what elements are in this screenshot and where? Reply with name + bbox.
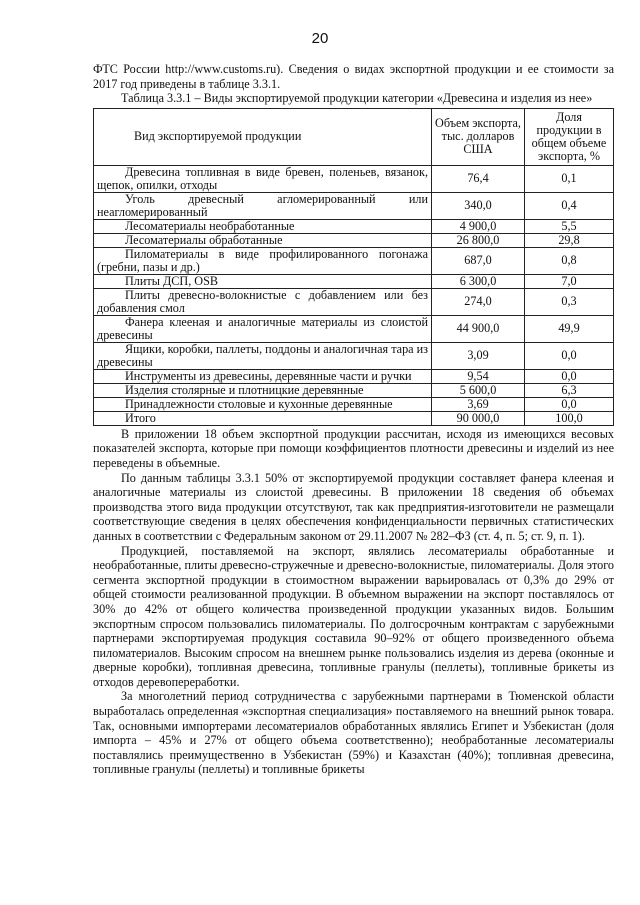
header-export-share: Доля продукции в общем объеме экспорта, % [525, 108, 614, 165]
table-row [94, 342, 614, 369]
volume-cell: 3,69 [432, 397, 525, 411]
volume-cell: 6 300,0 [432, 274, 525, 288]
table-total-row [94, 411, 614, 425]
volume-cell: 76,4 [432, 165, 525, 192]
intro-paragraph: ФТС России http://www.customs.ru). Сведения о видах экспортной продукции и ее стоимости за 2017 год приведены в таблице 3.3.1. [93, 62, 614, 91]
product-name-cell: Древесина топливная в виде бревен, поленьев, вязанок, щепок, опилки, отходы [94, 165, 432, 192]
share-cell: 5,5 [525, 219, 614, 233]
volume-cell: 687,0 [432, 247, 525, 274]
table-row [94, 192, 614, 219]
table-caption: Таблица 3.3.1 – Виды экспортируемой продукции категории «Древесина и изделия из нее» [121, 91, 593, 106]
table-row [94, 219, 614, 233]
product-name-cell: Ящики, коробки, паллеты, поддоны и аналогичная тара из древесины [94, 342, 432, 369]
header-product-type: Вид экспортируемой продукции [94, 108, 432, 165]
product-name-cell: Инструменты из древесины, деревянные части и ручки [94, 369, 432, 383]
total-label-cell: Итого [94, 411, 432, 425]
product-name-cell: Лесоматериалы обработанные [94, 233, 432, 247]
volume-cell: 4 900,0 [432, 219, 525, 233]
product-name-cell: Лесоматериалы необработанные [94, 219, 432, 233]
product-name-cell: Фанера клееная и аналогичные материалы из слоистой древесины [94, 315, 432, 342]
volume-cell: 44 900,0 [432, 315, 525, 342]
share-cell: 29,8 [525, 233, 614, 247]
share-cell: 0,4 [525, 192, 614, 219]
export-products-table [93, 108, 614, 426]
share-cell: 0,8 [525, 247, 614, 274]
product-name-cell: Пиломатериалы в виде профилированного погонажа (гребни, пазы и др.) [94, 247, 432, 274]
share-cell: 6,3 [525, 383, 614, 397]
product-name-cell: Изделия столярные и плотницкие деревянные [94, 383, 432, 397]
share-cell: 0,0 [525, 369, 614, 383]
share-cell: 0,0 [525, 342, 614, 369]
table-row [94, 369, 614, 383]
volume-cell: 5 600,0 [432, 383, 525, 397]
product-name-cell: Плиты ДСП, OSB [94, 274, 432, 288]
table-row [94, 315, 614, 342]
table-row [94, 397, 614, 411]
table-row [94, 274, 614, 288]
body-paragraph: Продукцией, поставляемой на экспорт, являлись лесоматериалы обработанные и необработанные, плиты древесно-стружечные и древесно-волокнистые, пиломатериалы. Доля этого сегмента экспортной продукции в стоимостном выражении варьировалась от 0,3% до 29% от общей стоимости реализованной продукции. В объемном выражении на экспорт поставлялось от 30% до 42% от общего количества произведенной продукции указанных видов. Большим экспортным спросом пользовались пиломатериалы. По долгосрочным контрактам с зарубежными партнерами экспортируемая продукция составила 90–92% от общего произведенного объема пиломатериалов. Высоким спросом на внешнем рынке пользовались изделия из дерева (оконные и дверные коробки), топливная древесина, топливные гранулы (пеллеты), топливные брикеты из отходов деревопереработки. [93, 543, 614, 689]
body-paragraph: По данным таблицы 3.3.1 50% от экспортируемой продукции составляет фанера клееная и аналогичные материалы из слоистой древесины. В приложении 18 сведения об объемах производства этого вида продукции отсутствуют, так как предприятия-изготовители не размещали соответствующие сведения в целях обеспечения конфиденциальности первичных статистических данных в соответствии с Федеральным законом от 29.11.2007 № 282–ФЗ (ст. 4, п. 5; ст. 9, п. 1). [93, 470, 614, 543]
volume-cell: 274,0 [432, 288, 525, 315]
volume-cell: 340,0 [432, 192, 525, 219]
table-row [94, 383, 614, 397]
total-volume-cell: 90 000,0 [432, 411, 525, 425]
table-row [94, 247, 614, 274]
product-name-cell: Принадлежности столовые и кухонные деревянные [94, 397, 432, 411]
body-paragraph: За многолетний период сотрудничества с зарубежными партнерами в Тюменской области выработалась определенная «экспортная специализация» поставляемого на внешний рынок товара. Так, основными импортерами лесоматериалов обработанных являлись Египет и Узбекистан (доля импорта – 45% и 27% от общего объема соответственно); необработанные лесоматериалы поставлялись преимущественно в Узбекистан (59%) и Казахстан (40%); топливная древесина, топливные гранулы (пеллеты) и топливные брикеты [93, 689, 614, 777]
volume-cell: 9,54 [432, 369, 525, 383]
volume-cell: 3,09 [432, 342, 525, 369]
share-cell: 49,9 [525, 315, 614, 342]
share-cell: 0,0 [525, 397, 614, 411]
product-name-cell: Плиты древесно-волокнистые с добавлением или без добавления смол [94, 288, 432, 315]
table-row [94, 233, 614, 247]
table-row [94, 165, 614, 192]
total-share-cell: 100,0 [525, 411, 614, 425]
table-row [94, 288, 614, 315]
share-cell: 0,1 [525, 165, 614, 192]
body-paragraph: В приложении 18 объем экспортной продукции рассчитан, исходя из имеющихся весовых показателей экспорта, которые при помощи коэффициентов плотности древесины и изделий из нее переведены в объемные. [93, 426, 614, 470]
page-number: 20 [311, 30, 329, 47]
volume-cell: 26 800,0 [432, 233, 525, 247]
product-name-cell: Уголь древесный агломерированный или неагломерированный [94, 192, 432, 219]
page-content [93, 62, 614, 777]
share-cell: 7,0 [525, 274, 614, 288]
share-cell: 0,3 [525, 288, 614, 315]
table-header-row [94, 108, 614, 165]
header-export-volume: Объем экспорта, тыс. долларов США [432, 108, 525, 165]
